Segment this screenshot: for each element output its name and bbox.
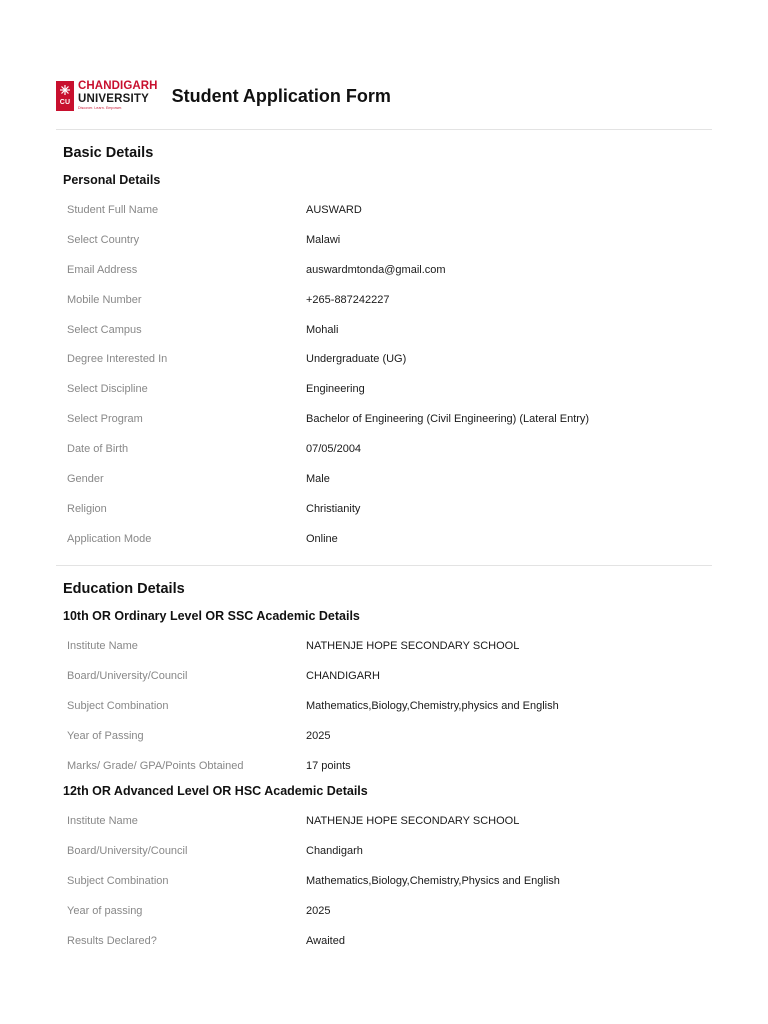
detail-row-mobile <box>63 285 712 315</box>
field-label: Year of passing <box>67 905 143 918</box>
field-label: Select Program <box>67 413 143 426</box>
field-value: Mathematics,Biology,Chemistry,physics and English <box>306 699 559 712</box>
section-divider <box>56 565 712 566</box>
field-label: Application Mode <box>67 532 152 545</box>
detail-row-12th-institute <box>63 806 712 836</box>
field-label: Date of Birth <box>67 443 129 456</box>
detail-row-12th-board <box>63 836 712 866</box>
detail-row-10th-board <box>63 661 712 691</box>
section-title-education: Education Details <box>63 581 185 597</box>
field-label: Year of Passing <box>67 729 144 742</box>
page-header <box>56 78 391 114</box>
detail-row-campus <box>63 315 712 345</box>
logo-text-line2: UNIVERSITY <box>78 92 150 105</box>
field-label: Subject Combination <box>67 699 169 712</box>
subsection-title-10th: 10th OR Ordinary Level OR SSC Academic Details <box>63 609 360 623</box>
field-value: +265-887242227 <box>306 293 390 306</box>
field-label: Marks/ Grade/ GPA/Points Obtained <box>67 759 244 772</box>
field-value: Online <box>306 532 338 545</box>
field-value: Mathematics,Biology,Chemistry,Physics and English <box>306 875 560 888</box>
logo-abbreviation: CU <box>59 99 71 106</box>
logo-emblem <box>56 81 74 111</box>
subsection-title-12th: 12th OR Advanced Level OR HSC Academic Details <box>63 784 368 799</box>
field-value: Awaited <box>306 934 345 947</box>
tenth-details-list <box>63 631 712 780</box>
detail-row-religion <box>63 494 712 524</box>
detail-row-discipline <box>63 374 712 404</box>
page-title: Student Application Form <box>171 85 391 106</box>
field-label: Email Address <box>67 263 138 276</box>
field-value: NATHENJE HOPE SECONDARY SCHOOL <box>306 639 520 652</box>
detail-row-12th-subjects <box>63 866 712 896</box>
detail-row-program <box>63 404 712 434</box>
detail-row-degree <box>63 344 712 374</box>
field-label: Select Campus <box>67 323 142 336</box>
logo-text-line1: CHANDIGARH <box>78 80 158 93</box>
field-value: auswardmtonda@gmail.com <box>306 263 446 276</box>
field-value: 2025 <box>306 729 331 742</box>
field-label: Results Declared? <box>67 934 157 947</box>
field-label: Mobile Number <box>67 293 142 306</box>
field-label: Select Discipline <box>67 383 148 396</box>
field-value: Chandigarh <box>306 845 363 858</box>
basic-details-section <box>63 142 712 554</box>
header-divider <box>56 129 712 130</box>
detail-row-10th-subjects <box>63 691 712 721</box>
detail-row-12th-results <box>63 926 712 956</box>
field-label: Institute Name <box>67 639 138 652</box>
detail-row-application-mode <box>63 524 712 554</box>
field-value: Bachelor of Engineering (Civil Engineering) (Lateral Entry) <box>306 413 590 426</box>
field-value: Male <box>306 472 330 485</box>
field-value: Malawi <box>306 233 341 246</box>
field-label: Gender <box>67 472 104 485</box>
personal-details-list <box>63 195 712 554</box>
field-value: AUSWARD <box>306 203 362 216</box>
field-label: Student Full Name <box>67 203 159 216</box>
detail-row-12th-year <box>63 896 712 926</box>
field-label: Board/University/Council <box>67 669 188 682</box>
university-logo <box>56 81 158 111</box>
field-label: Subject Combination <box>67 875 169 888</box>
detail-row-10th-marks <box>63 751 712 781</box>
field-value: Undergraduate (UG) <box>306 353 407 366</box>
section-title-basic: Basic Details <box>63 145 154 161</box>
field-value: 2025 <box>306 905 331 918</box>
field-label: Board/University/Council <box>67 845 188 858</box>
field-label: Select Country <box>67 233 140 246</box>
detail-row-gender <box>63 464 712 494</box>
field-value: NATHENJE HOPE SECONDARY SCHOOL <box>306 815 520 828</box>
logo-tagline: Discover. Learn. Empower. <box>78 106 123 111</box>
star-icon <box>59 84 71 96</box>
subsection-title-personal: Personal Details <box>63 173 161 187</box>
detail-row-email <box>63 255 712 285</box>
field-label: Religion <box>67 502 107 515</box>
field-value: Engineering <box>306 383 365 396</box>
field-value: 17 points <box>306 759 351 772</box>
detail-row-10th-institute <box>63 631 712 661</box>
field-value: Mohali <box>306 323 339 336</box>
detail-row-dob <box>63 434 712 464</box>
education-details-section <box>63 578 712 956</box>
field-value: CHANDIGARH <box>306 669 380 682</box>
detail-row-10th-year <box>63 721 712 751</box>
detail-row-full-name <box>63 195 712 225</box>
field-label: Institute Name <box>67 815 138 828</box>
field-value: Christianity <box>306 502 361 515</box>
field-label: Degree Interested In <box>67 353 168 366</box>
detail-row-country <box>63 225 712 255</box>
field-value: 07/05/2004 <box>306 443 362 456</box>
twelfth-details-list <box>63 806 712 955</box>
